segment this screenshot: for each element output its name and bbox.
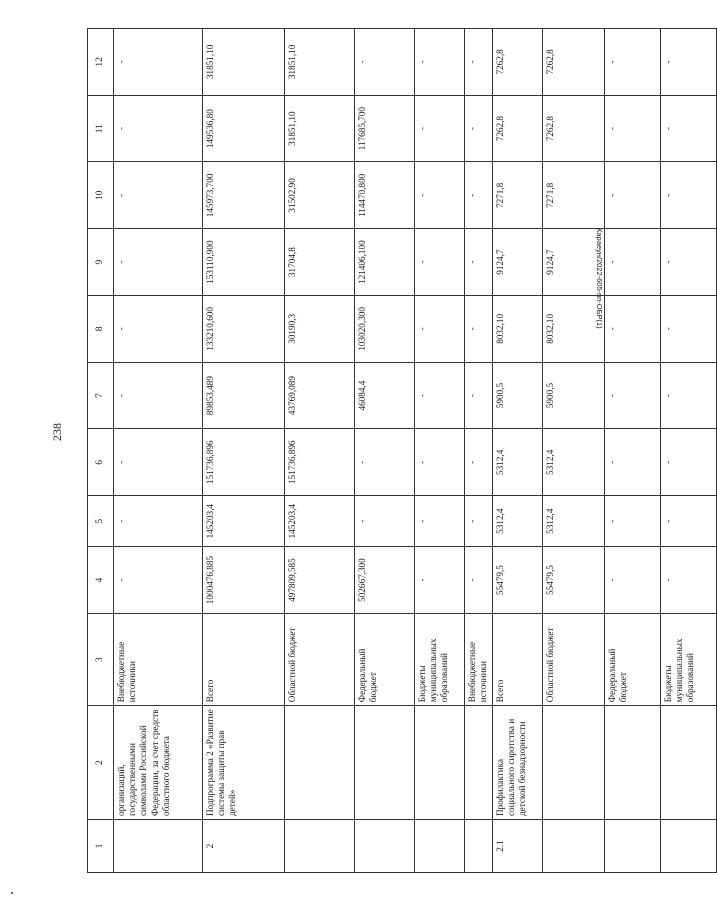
row-number-cell [415, 820, 465, 873]
value-cell-col-9: 153110,900 [203, 229, 285, 296]
value-cell-col-5: 5312,4 [543, 496, 605, 547]
value-cell-col-5: 145203,4 [285, 496, 355, 547]
value-cell-col-7: 5900,5 [543, 362, 605, 429]
value-cell-col-4: - [661, 547, 717, 614]
value-cell-col-7: 46084,4 [355, 362, 415, 429]
value-cell-col-5: 5312,4 [493, 496, 543, 547]
funding-source-cell: Всего [203, 613, 285, 705]
funding-source-cell: Бюджеты муниципальных образований [661, 613, 717, 705]
program-name-cell [415, 706, 465, 820]
value-cell-col-7: - [605, 362, 661, 429]
row-number-cell [355, 820, 415, 873]
value-cell-col-4: 502667,300 [355, 547, 415, 614]
value-cell-col-9: - [415, 229, 465, 296]
value-cell-col-8: - [605, 295, 661, 362]
row-number-cell [114, 820, 203, 873]
value-cell-col-9: - [605, 229, 661, 296]
value-cell-col-8: 103020,300 [355, 295, 415, 362]
value-cell-col-6: - [355, 429, 415, 496]
value-cell-col-5: - [661, 496, 717, 547]
funding-source-cell: Всего [493, 613, 543, 705]
value-cell-col-12: 31851,10 [203, 29, 285, 96]
value-cell-col-7: - [114, 362, 203, 429]
value-cell-col-12: - [415, 29, 465, 96]
value-cell-col-11: - [114, 95, 203, 162]
column-header-6: 6 [88, 429, 114, 496]
value-cell-col-8: - [465, 295, 493, 362]
value-cell-col-10: - [605, 162, 661, 229]
value-cell-col-9: 31704,8 [285, 229, 355, 296]
value-cell-col-7: - [661, 362, 717, 429]
value-cell-col-4: - [114, 547, 203, 614]
column-header-3: 3 [88, 613, 114, 705]
value-cell-col-12: - [355, 29, 415, 96]
value-cell-col-6: 5312,4 [543, 429, 605, 496]
column-header-5: 5 [88, 496, 114, 547]
value-cell-col-6: - [465, 429, 493, 496]
column-header-11: 11 [88, 95, 114, 162]
budget-table [87, 28, 717, 873]
value-cell-col-9: 9124,7 [493, 229, 543, 296]
row-number-cell [543, 820, 605, 873]
page-number: 238 [50, 423, 64, 441]
funding-source-cell: Внебюджетные источники [465, 613, 493, 705]
value-cell-col-9: - [661, 229, 717, 296]
column-header-10: 10 [88, 162, 114, 229]
value-cell-col-8: 133210,600 [203, 295, 285, 362]
program-name-cell [543, 706, 605, 820]
funding-source-cell: Областной бюджет [543, 613, 605, 705]
table-body [88, 29, 717, 873]
column-header-1: 1 [88, 820, 114, 873]
table-row [285, 29, 355, 873]
value-cell-col-5: 145203,4 [203, 496, 285, 547]
funding-source-cell: Внебюджетные источники [114, 613, 203, 705]
value-cell-col-8: 8032,10 [493, 295, 543, 362]
column-header-2: 2 [88, 706, 114, 820]
value-cell-col-12: - [605, 29, 661, 96]
row-number-cell [605, 820, 661, 873]
value-cell-col-4: - [465, 547, 493, 614]
value-cell-col-10: - [114, 162, 203, 229]
value-cell-col-12: - [661, 29, 717, 96]
row-number-cell [465, 820, 493, 873]
column-header-8: 8 [88, 295, 114, 362]
value-cell-col-5: - [114, 496, 203, 547]
value-cell-col-10: 145973,700 [203, 162, 285, 229]
value-cell-col-10: - [465, 162, 493, 229]
table-row [543, 29, 605, 873]
value-cell-col-10: - [661, 162, 717, 229]
row-number-cell [661, 820, 717, 873]
value-cell-col-9: - [465, 229, 493, 296]
column-header-9: 9 [88, 229, 114, 296]
value-cell-col-11: 149536,80 [203, 95, 285, 162]
table-row [355, 29, 415, 873]
header-row [88, 29, 114, 873]
value-cell-col-10: 114470,800 [355, 162, 415, 229]
value-cell-col-8: - [114, 295, 203, 362]
program-name-cell [355, 706, 415, 820]
funding-source-cell: Бюджеты муниципальных образований [415, 613, 465, 705]
value-cell-col-7: 43769,089 [285, 362, 355, 429]
value-cell-col-5: - [415, 496, 465, 547]
value-cell-col-11: - [415, 95, 465, 162]
program-name-cell [605, 706, 661, 820]
value-cell-col-10: 31502,90 [285, 162, 355, 229]
value-cell-col-6: 151736,896 [203, 429, 285, 496]
value-cell-col-4: 55479,5 [543, 547, 605, 614]
value-cell-col-6: 5312,4 [493, 429, 543, 496]
table-row [465, 29, 493, 873]
column-header-4: 4 [88, 547, 114, 614]
program-name-cell [661, 706, 717, 820]
value-cell-col-7: - [415, 362, 465, 429]
value-cell-col-5: - [355, 496, 415, 547]
program-name-cell [465, 706, 493, 820]
value-cell-col-9: 121406,100 [355, 229, 415, 296]
value-cell-col-12: 7262,8 [493, 29, 543, 96]
table-row [661, 29, 717, 873]
column-header-7: 7 [88, 362, 114, 429]
value-cell-col-9: - [114, 229, 203, 296]
table-row [203, 29, 285, 873]
value-cell-col-12: 31851,10 [285, 29, 355, 96]
document-reference: Караеун/2022-605-пп-ОБР(1) [595, 228, 604, 329]
value-cell-col-8: - [415, 295, 465, 362]
value-cell-col-9: 9124,7 [543, 229, 605, 296]
funding-source-cell: Федеральный бюджет [355, 613, 415, 705]
value-cell-col-11: - [661, 95, 717, 162]
program-name-cell [285, 706, 355, 820]
table-row [114, 29, 203, 873]
value-cell-col-4: 55479,5 [493, 547, 543, 614]
value-cell-col-12: - [114, 29, 203, 96]
value-cell-col-6: 151736,896 [285, 429, 355, 496]
funding-source-cell: Областной бюджет [285, 613, 355, 705]
row-number-cell: 2 [203, 820, 285, 873]
table-row [493, 29, 543, 873]
scan-dot [11, 892, 13, 894]
value-cell-col-5: - [465, 496, 493, 547]
value-cell-col-11: - [605, 95, 661, 162]
value-cell-col-10: 7271,8 [543, 162, 605, 229]
value-cell-col-11: - [465, 95, 493, 162]
value-cell-col-10: - [415, 162, 465, 229]
value-cell-col-4: 1000476,885 [203, 547, 285, 614]
value-cell-col-6: - [661, 429, 717, 496]
value-cell-col-11: 117685,700 [355, 95, 415, 162]
value-cell-col-8: 8032,10 [543, 295, 605, 362]
program-name-cell: организаций, государственными символами Российской Федерации, за счет средств областного бюджета [114, 706, 203, 820]
value-cell-col-11: 31851,10 [285, 95, 355, 162]
program-name-cell: Подпрограмма 2 «Развитие системы защиты прав детей» [203, 706, 285, 820]
value-cell-col-4: 497809,585 [285, 547, 355, 614]
value-cell-col-12: 7262,8 [543, 29, 605, 96]
value-cell-col-12: - [465, 29, 493, 96]
value-cell-col-4: - [605, 547, 661, 614]
table-row [415, 29, 465, 873]
funding-source-cell: Федеральный бюджет [605, 613, 661, 705]
value-cell-col-6: - [114, 429, 203, 496]
column-header-12: 12 [88, 29, 114, 96]
value-cell-col-6: - [605, 429, 661, 496]
program-name-cell: Профилактика социального сиротства и детской безнадзорности [493, 706, 543, 820]
value-cell-col-5: - [605, 496, 661, 547]
value-cell-col-7: 5900,5 [493, 362, 543, 429]
row-number-cell [285, 820, 355, 873]
value-cell-col-7: 89853,489 [203, 362, 285, 429]
value-cell-col-6: - [415, 429, 465, 496]
value-cell-col-11: 7262,8 [493, 95, 543, 162]
value-cell-col-4: - [415, 547, 465, 614]
row-number-cell: 2.1 [493, 820, 543, 873]
value-cell-col-7: - [465, 362, 493, 429]
value-cell-col-8: - [661, 295, 717, 362]
value-cell-col-11: 7262,8 [543, 95, 605, 162]
table-row [605, 29, 661, 873]
value-cell-col-10: 7271,8 [493, 162, 543, 229]
value-cell-col-8: 30190,3 [285, 295, 355, 362]
